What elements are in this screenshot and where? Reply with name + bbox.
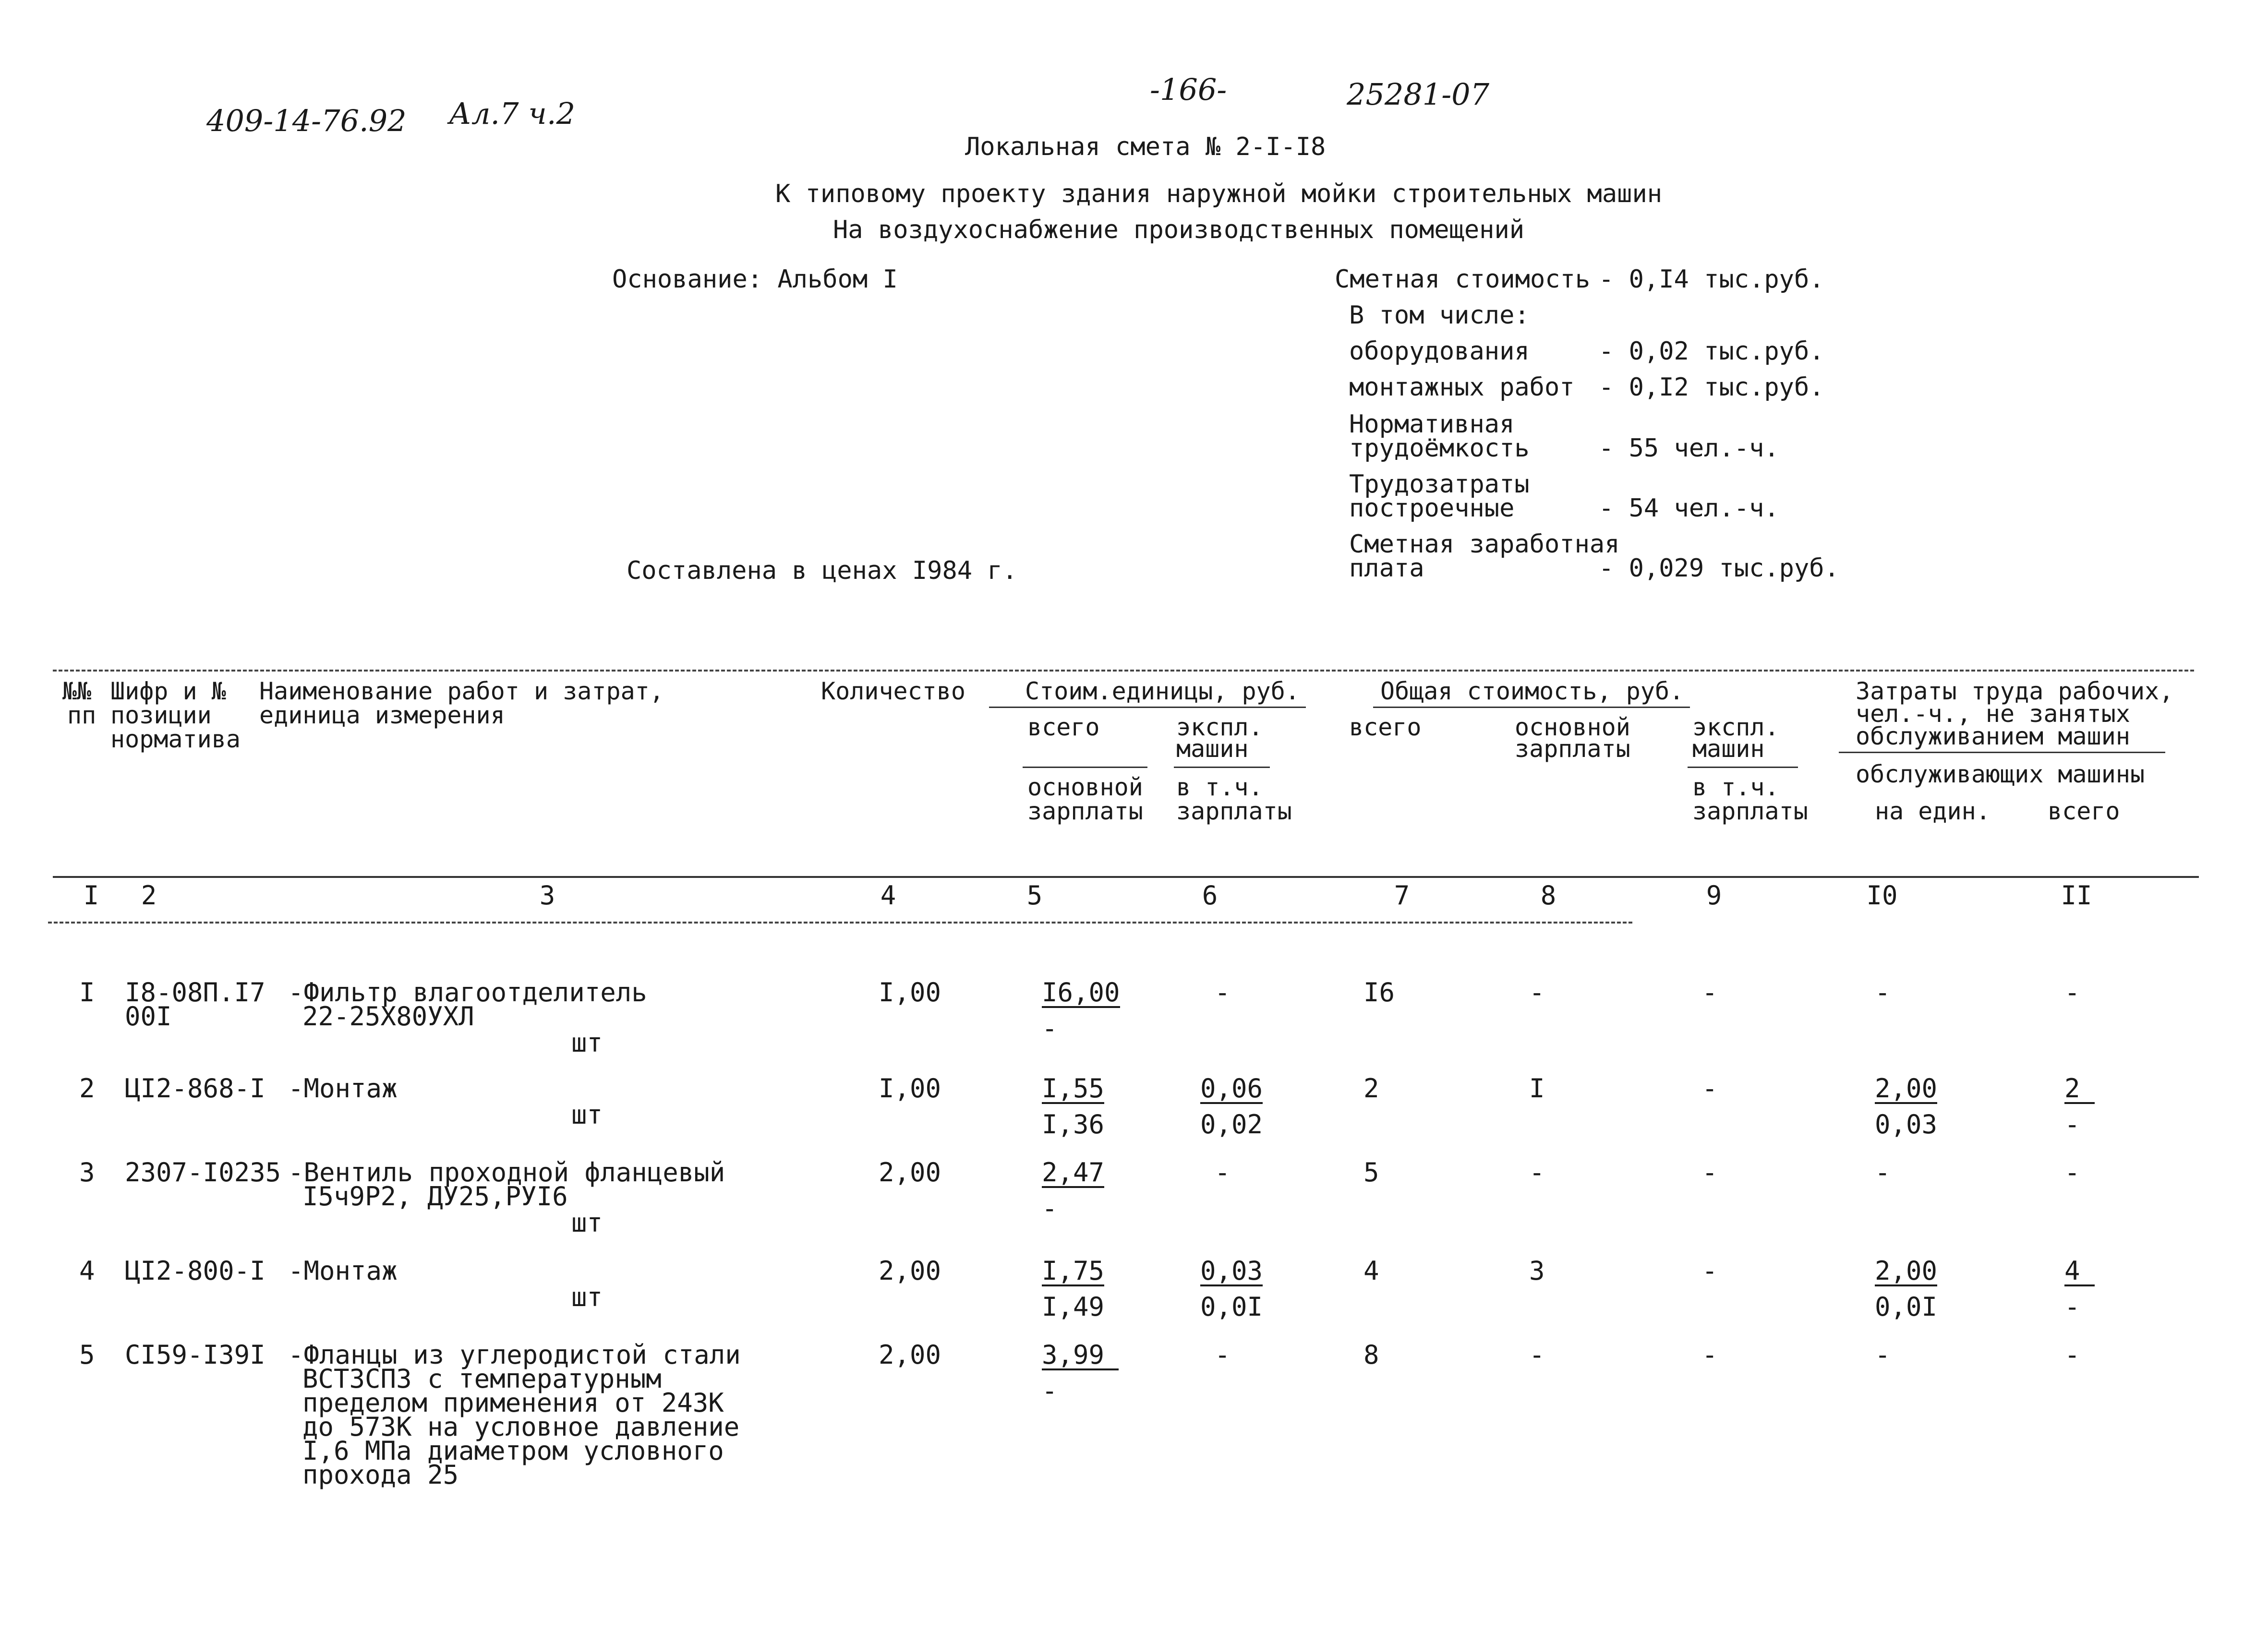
row-qty: I,00: [879, 1073, 941, 1104]
col-number: 2: [141, 880, 157, 911]
row-uc-wage: -: [1042, 1193, 1058, 1224]
labor-rule: [1839, 752, 2165, 753]
header-tc-expl-a: экспл.: [1692, 713, 1779, 741]
header-uc-wage-a: основной: [1027, 773, 1143, 801]
row-tc-total: 2: [1363, 1073, 1379, 1104]
row-labor-unit: 2,00: [1875, 1073, 1938, 1104]
row-tc-wage: 3: [1529, 1256, 1545, 1286]
wage-label-2: плата: [1349, 554, 1424, 583]
row-labor-total-2: -: [2064, 1292, 2080, 1322]
header-tc-incl-b: зарплаты: [1692, 797, 1808, 825]
header-uc-incl-a: в т.ч.: [1176, 773, 1263, 801]
row-unit: шт: [571, 1028, 603, 1058]
row-uc-wage: I,49: [1042, 1292, 1105, 1322]
row-labor-total: -: [2064, 1157, 2080, 1188]
header-uc-total: всего: [1027, 713, 1100, 741]
handwritten-page-number: -166-: [1150, 72, 1227, 107]
row-labor-total: 2: [2064, 1075, 2095, 1104]
incl-label: В том числе:: [1349, 301, 1530, 330]
row-tc-total: I6: [1363, 977, 1395, 1008]
project-title: К типовому проекту здания наружной мойки строительных машин: [775, 180, 1663, 208]
col-number: 9: [1706, 880, 1722, 911]
row-uc-expl-wage: 0,02: [1200, 1109, 1263, 1140]
norm-label-2: трудоёмкость: [1349, 434, 1530, 463]
row-name: -Фланцы из углеродистой стали: [288, 1340, 741, 1370]
header-labor-c: обслуживанием машин: [1856, 722, 2130, 750]
row-uc-total: I,55: [1042, 1073, 1105, 1104]
header-unit-cost: Стоим.единицы, руб.: [1025, 677, 1300, 705]
row-code: 2307-I0235: [125, 1157, 281, 1188]
row-labor-total: -: [2064, 977, 2080, 1008]
row-uc-wage: I,36: [1042, 1109, 1105, 1140]
norm-value: - 55 чел.-ч.: [1599, 434, 1779, 463]
col-number: 7: [1394, 880, 1410, 911]
row-code: СI59-I39I: [125, 1340, 265, 1370]
cost-label: Сметная стоимость: [1335, 265, 1591, 294]
row-tc-wage: -: [1529, 1340, 1545, 1370]
row-tc-expl: -: [1702, 1157, 1718, 1188]
row-name: -Фильтр влагоотделитель: [288, 977, 647, 1008]
norm-label-1: Нормативная: [1349, 410, 1515, 439]
row-tc-wage: -: [1529, 1157, 1545, 1188]
row-uc-expl: -: [1215, 977, 1231, 1008]
row-uc-wage: -: [1042, 1376, 1058, 1406]
tc-expl-rule: [1688, 767, 1798, 768]
header-col3-a: Наименование работ и затрат,: [259, 677, 664, 705]
header-tc-total: всего: [1349, 713, 1422, 741]
header-uc-incl-b: зарплаты: [1176, 797, 1292, 825]
row-name: I5ч9Р2, ДУ25,РУI6: [302, 1181, 568, 1212]
header-col2-c: норматива: [110, 725, 241, 753]
row-unit: шт: [571, 1100, 603, 1130]
row-name: -Вентиль проходной фланцевый: [288, 1157, 725, 1188]
row-labor-unit: 2,00: [1875, 1256, 1938, 1286]
row-number: 5: [79, 1340, 95, 1370]
row-qty: 2,00: [879, 1157, 941, 1188]
row-code-cont: 00I: [125, 1001, 172, 1032]
row-uc-total: I6,00: [1042, 977, 1120, 1008]
labor-label-2: построечные: [1349, 494, 1515, 523]
row-uc-total: 2,47: [1042, 1157, 1105, 1188]
row-code: I8-08П.I7: [125, 977, 265, 1008]
row-name: -Монтаж: [288, 1256, 398, 1286]
row-labor-unit: -: [1875, 1340, 1891, 1370]
row-code: ЦI2-800-I: [125, 1256, 265, 1286]
uc-expl-rule: [1174, 767, 1270, 768]
handwritten-album: Ал.7 ч.2: [449, 96, 576, 131]
row-uc-total: 3,99: [1042, 1342, 1119, 1370]
header-col1-b: пп: [67, 701, 97, 729]
wage-value: - 0,029 тыс.руб.: [1599, 554, 1839, 583]
prices-text: Составлена в ценах I984 г.: [627, 556, 1017, 585]
row-labor-unit-2: 0,03: [1875, 1109, 1938, 1140]
header-labor-unit: на един.: [1875, 797, 1991, 825]
row-number: 3: [79, 1157, 95, 1188]
cost-value: - 0,I4 тыс.руб.: [1599, 265, 1824, 294]
row-unit: шт: [571, 1282, 603, 1312]
row-number: 2: [79, 1073, 95, 1104]
row-labor-unit-2: 0,0I: [1875, 1292, 1938, 1322]
col-number: 5: [1026, 880, 1043, 911]
header-labor-d: обслуживающих машины: [1856, 760, 2145, 788]
row-uc-expl: 0,03: [1200, 1256, 1263, 1286]
header-uc-expl-a: экспл.: [1176, 713, 1263, 741]
install-label: монтажных работ: [1349, 373, 1575, 402]
row-qty: 2,00: [879, 1340, 941, 1370]
header-tc-expl-b: машин: [1692, 735, 1765, 763]
total-cost-rule: [1373, 707, 1690, 708]
row-tc-wage: I: [1529, 1073, 1545, 1104]
header-uc-wage-b: зарплаты: [1027, 797, 1143, 825]
header-top-rule: [53, 670, 2194, 672]
row-uc-expl: 0,06: [1200, 1073, 1263, 1104]
col-number: I: [83, 880, 99, 911]
header-col1-a: №№: [62, 677, 92, 705]
header-total-cost: Общая стоимость, руб.: [1380, 677, 1684, 705]
row-name: до 573К на условное давление: [302, 1412, 740, 1442]
header-uc-expl-b: машин: [1176, 735, 1249, 763]
labor-value: - 54 чел.-ч.: [1599, 494, 1779, 523]
row-tc-wage: -: [1529, 977, 1545, 1008]
row-uc-expl: -: [1215, 1340, 1231, 1370]
row-number: 4: [79, 1256, 95, 1286]
unit-cost-rule: [989, 707, 1306, 708]
row-tc-expl: -: [1702, 1340, 1718, 1370]
row-name: пределом применения от 243К: [302, 1388, 724, 1418]
estimate-title: Локальная смета № 2-I-I8: [965, 132, 1326, 161]
row-tc-expl: -: [1702, 1073, 1718, 1104]
row-qty: I,00: [879, 977, 941, 1008]
col-number-rule: [48, 922, 1632, 924]
row-labor-total: -: [2064, 1340, 2080, 1370]
row-name: ВСТ3СП3 с температурным: [302, 1364, 662, 1394]
row-tc-total: 8: [1363, 1340, 1379, 1370]
col-number: I0: [1866, 880, 1898, 911]
header-col2-b: позиции: [110, 701, 212, 729]
row-uc-expl: -: [1215, 1157, 1231, 1188]
uc-total-rule: [1023, 767, 1147, 768]
col-number: II: [2061, 880, 2092, 911]
wage-label-1: Сметная заработная: [1349, 530, 1620, 559]
row-name: 22-25Х80УХЛ: [302, 1001, 474, 1032]
row-uc-total: I,75: [1042, 1256, 1105, 1286]
row-labor-total-2: -: [2064, 1109, 2080, 1140]
equip-value: - 0,02 тыс.руб.: [1599, 337, 1824, 366]
handwritten-code: 25281-07: [1347, 77, 1490, 112]
header-col3-b: единица измерения: [259, 701, 505, 729]
row-name: I,6 МПа диаметром условного: [302, 1436, 724, 1466]
subject-title: На воздухоснабжение производственных помещений: [833, 216, 1525, 244]
col-number: 4: [880, 880, 896, 911]
row-name: -Монтаж: [288, 1073, 398, 1104]
row-tc-expl: -: [1702, 977, 1718, 1008]
row-tc-total: 5: [1363, 1157, 1379, 1188]
row-labor-total: 4: [2064, 1258, 2095, 1286]
row-code: ЦI2-868-I: [125, 1073, 265, 1104]
header-tc-wage-a: основной: [1515, 713, 1630, 741]
row-uc-expl-wage: 0,0I: [1200, 1292, 1263, 1322]
header-col4: Количество: [821, 677, 966, 705]
header-tc-incl-a: в т.ч.: [1692, 773, 1779, 801]
header-labor-total: всего: [2048, 797, 2120, 825]
row-number: I: [79, 977, 95, 1008]
equip-label: оборудования: [1349, 337, 1530, 366]
header-labor-a: Затраты труда рабочих,: [1856, 677, 2174, 705]
col-number: 3: [539, 880, 555, 911]
row-name: прохода 25: [302, 1460, 459, 1490]
row-labor-unit: -: [1875, 1157, 1891, 1188]
col-number: 6: [1202, 880, 1218, 911]
row-tc-expl: -: [1702, 1256, 1718, 1286]
row-tc-total: 4: [1363, 1256, 1379, 1286]
row-labor-unit: -: [1875, 977, 1891, 1008]
header-bottom-rule: [53, 876, 2199, 878]
header-tc-wage-b: зарплаты: [1515, 735, 1630, 763]
col-number: 8: [1540, 880, 1556, 911]
row-uc-wage: -: [1042, 1013, 1058, 1044]
install-value: - 0,I2 тыс.руб.: [1599, 373, 1824, 402]
basis-text: Основание: Альбом I: [612, 265, 898, 294]
row-qty: 2,00: [879, 1256, 941, 1286]
row-unit: шт: [571, 1208, 603, 1238]
header-labor-b: чел.-ч., не занятых: [1856, 700, 2130, 728]
handwritten-doc-number: 409-14-76.92: [206, 103, 407, 138]
labor-label-1: Трудозатраты: [1349, 470, 1530, 499]
header-col2-a: Шифр и №: [110, 677, 226, 705]
